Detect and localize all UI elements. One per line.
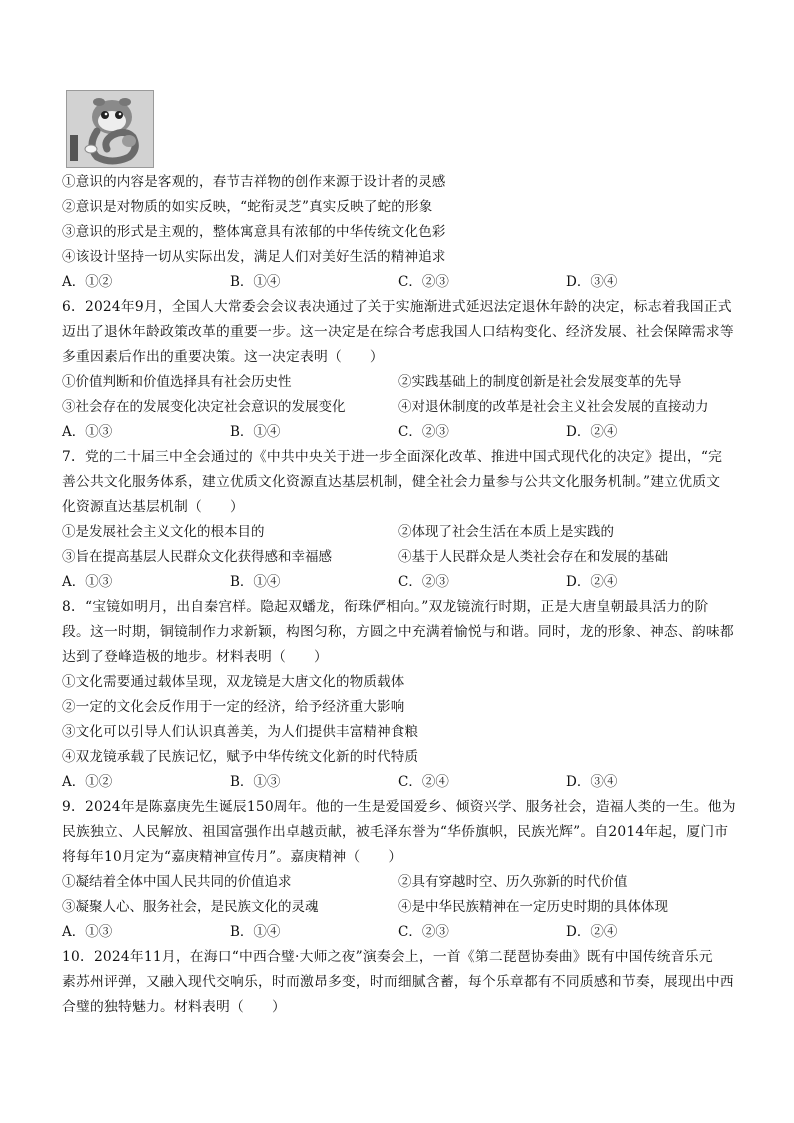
q9-stem-2: 民族独立、人民解放、祖国富强作出卓越贡献，被毛泽东誉为“华侨旗帜，民族光辉”。自2014年起，厦门市 [62,824,729,840]
q5-option-c[interactable]: C．②③ [398,274,449,290]
q8-statement-2: ②一定的文化会反作用于一定的经济，给予经济重大影响 [62,699,405,715]
q9-stem-3: 将每年10月定为“嘉庚精神宣传月”。嘉庚精神（ ） [62,849,403,865]
q8-statement-4: ④双龙镜承载了民族记忆，赋予中华传统文化新的时代特质 [62,749,419,765]
q10-stem-1: 10．2024年11月，在海口“中西合璧·大师之夜”演奏会上，一首《第二琵琶协奏曲》既有中国传统音乐元 [62,949,713,965]
q5-option-b[interactable]: B．①④ [230,274,281,290]
q8-option-d[interactable]: D．③④ [566,774,618,790]
q5-option-a[interactable]: A．①② [62,274,113,290]
q7-option-b[interactable]: B．①④ [230,574,281,590]
q8-option-a[interactable]: A．①② [62,774,113,790]
q5-statement-2: ②意识是对物质的如实反映，“蛇衔灵芝”真实反映了蛇的形象 [62,199,433,215]
q10-stem-2: 素苏州评弹，又融入现代交响乐，时而激昂多变，时而细腻含蓄，每个乐章都有不同质感和节奏，展现出中西 [62,974,734,990]
q6-stem-1: 6．2024年9月，全国人大常委会会议表决通过了关于实施渐进式延迟法定退休年龄的决定，标志着我国正式 [62,299,732,315]
snake-mascot-icon [67,91,153,167]
q6-stem-3: 多重因素后作出的重要决策。这一决定表明（ ） [62,349,384,365]
q8-option-c[interactable]: C．②④ [398,774,449,790]
q7-statement-4: ④基于人民群众是人类社会存在和发展的基础 [398,549,668,565]
q9-option-c[interactable]: C．②③ [398,924,449,940]
q9-option-a[interactable]: A．①③ [62,924,113,940]
q6-statement-3: ③社会存在的发展变化决定社会意识的发展变化 [62,399,346,415]
q7-option-a[interactable]: A．①③ [62,574,113,590]
q6-statement-1: ①价值判断和价值选择具有社会历史性 [62,374,292,390]
q5-statement-4: ④该设计坚持一切从实际出发，满足人们对美好生活的精神追求 [62,249,446,265]
q8-option-b[interactable]: B．①③ [230,774,281,790]
q5-option-d[interactable]: D．③④ [566,274,618,290]
q6-option-a[interactable]: A．①③ [62,424,113,440]
q9-statement-3: ③凝聚人心、服务社会，是民族文化的灵魂 [62,899,319,915]
q9-option-d[interactable]: D．②④ [566,924,618,940]
q7-statement-1: ①是发展社会主义文化的根本目的 [62,524,265,540]
q6-option-b[interactable]: B．①④ [230,424,281,440]
q9-statement-2: ②具有穿越时空、历久弥新的时代价值 [398,874,628,890]
q7-stem-1: 7．党的二十届三中全会通过的《中共中央关于进一步全面深化改革、推进中国式现代化的决定》提出，“完 [62,449,723,465]
q8-stem-1: 8．“宝镜如明月，出自秦宫样。隐起双蟠龙，衔珠俨相向。”双龙镜流行时期，正是大唐皇朝最具活力的阶 [62,599,709,615]
q7-stem-3: 化资源直达基层机制（ ） [62,499,244,515]
q5-statement-3: ③意识的形式是主观的，整体寓意具有浓郁的中华传统文化色彩 [62,224,446,240]
q6-option-c[interactable]: C．②③ [398,424,449,440]
q6-statement-2: ②实践基础上的制度创新是社会发展变革的先导 [398,374,682,390]
q10-stem-3: 合璧的独特魅力。材料表明（ ） [62,999,286,1015]
q7-option-d[interactable]: D．②④ [566,574,618,590]
q5-statement-1: ①意识的内容是客观的，春节吉祥物的创作来源于设计者的灵感 [62,174,446,190]
q7-option-c[interactable]: C．②③ [398,574,449,590]
q7-statement-3: ③旨在提高基层人民群众文化获得感和幸福感 [62,549,332,565]
q6-stem-2: 迈出了退休年龄政策改革的重要一步。这一决定是在综合考虑我国人口结构变化、经济发展、社会保障需求等 [62,324,734,340]
q8-stem-3: 达到了登峰造极的地步。材料表明（ ） [62,649,328,665]
q6-option-d[interactable]: D．②④ [566,424,618,440]
q8-statement-1: ①文化需要通过载体呈现，双龙镜是大唐文化的物质载体 [62,674,405,690]
mascot-image [66,90,154,168]
q9-statement-1: ①凝结着全体中国人民共同的价值追求 [62,874,292,890]
q6-statement-4: ④对退休制度的改革是社会主义社会发展的直接动力 [398,399,709,415]
q8-stem-2: 段。这一时期，铜镜制作力求新颖，构图匀称，方圆之中充满着愉悦与和谐。同时，龙的形象、神态、韵味都 [62,624,734,640]
q9-stem-1: 9．2024年是陈嘉庚先生诞辰150周年。他的一生是爱国爱乡、倾资兴学、服务社会，造福人类的一生。他为 [62,799,736,815]
q8-statement-3: ③文化可以引导人们认识真善美，为人们提供丰富精神食粮 [62,724,419,740]
q9-option-b[interactable]: B．①④ [230,924,281,940]
q7-statement-2: ②体现了社会生活在本质上是实践的 [398,524,614,540]
q9-statement-4: ④是中华民族精神在一定历史时期的具体体现 [398,899,668,915]
q7-stem-2: 善公共文化服务体系，建立优质文化资源直达基层机制，健全社会力量参与公共文化服务机制。”建立优质文 [62,474,721,490]
